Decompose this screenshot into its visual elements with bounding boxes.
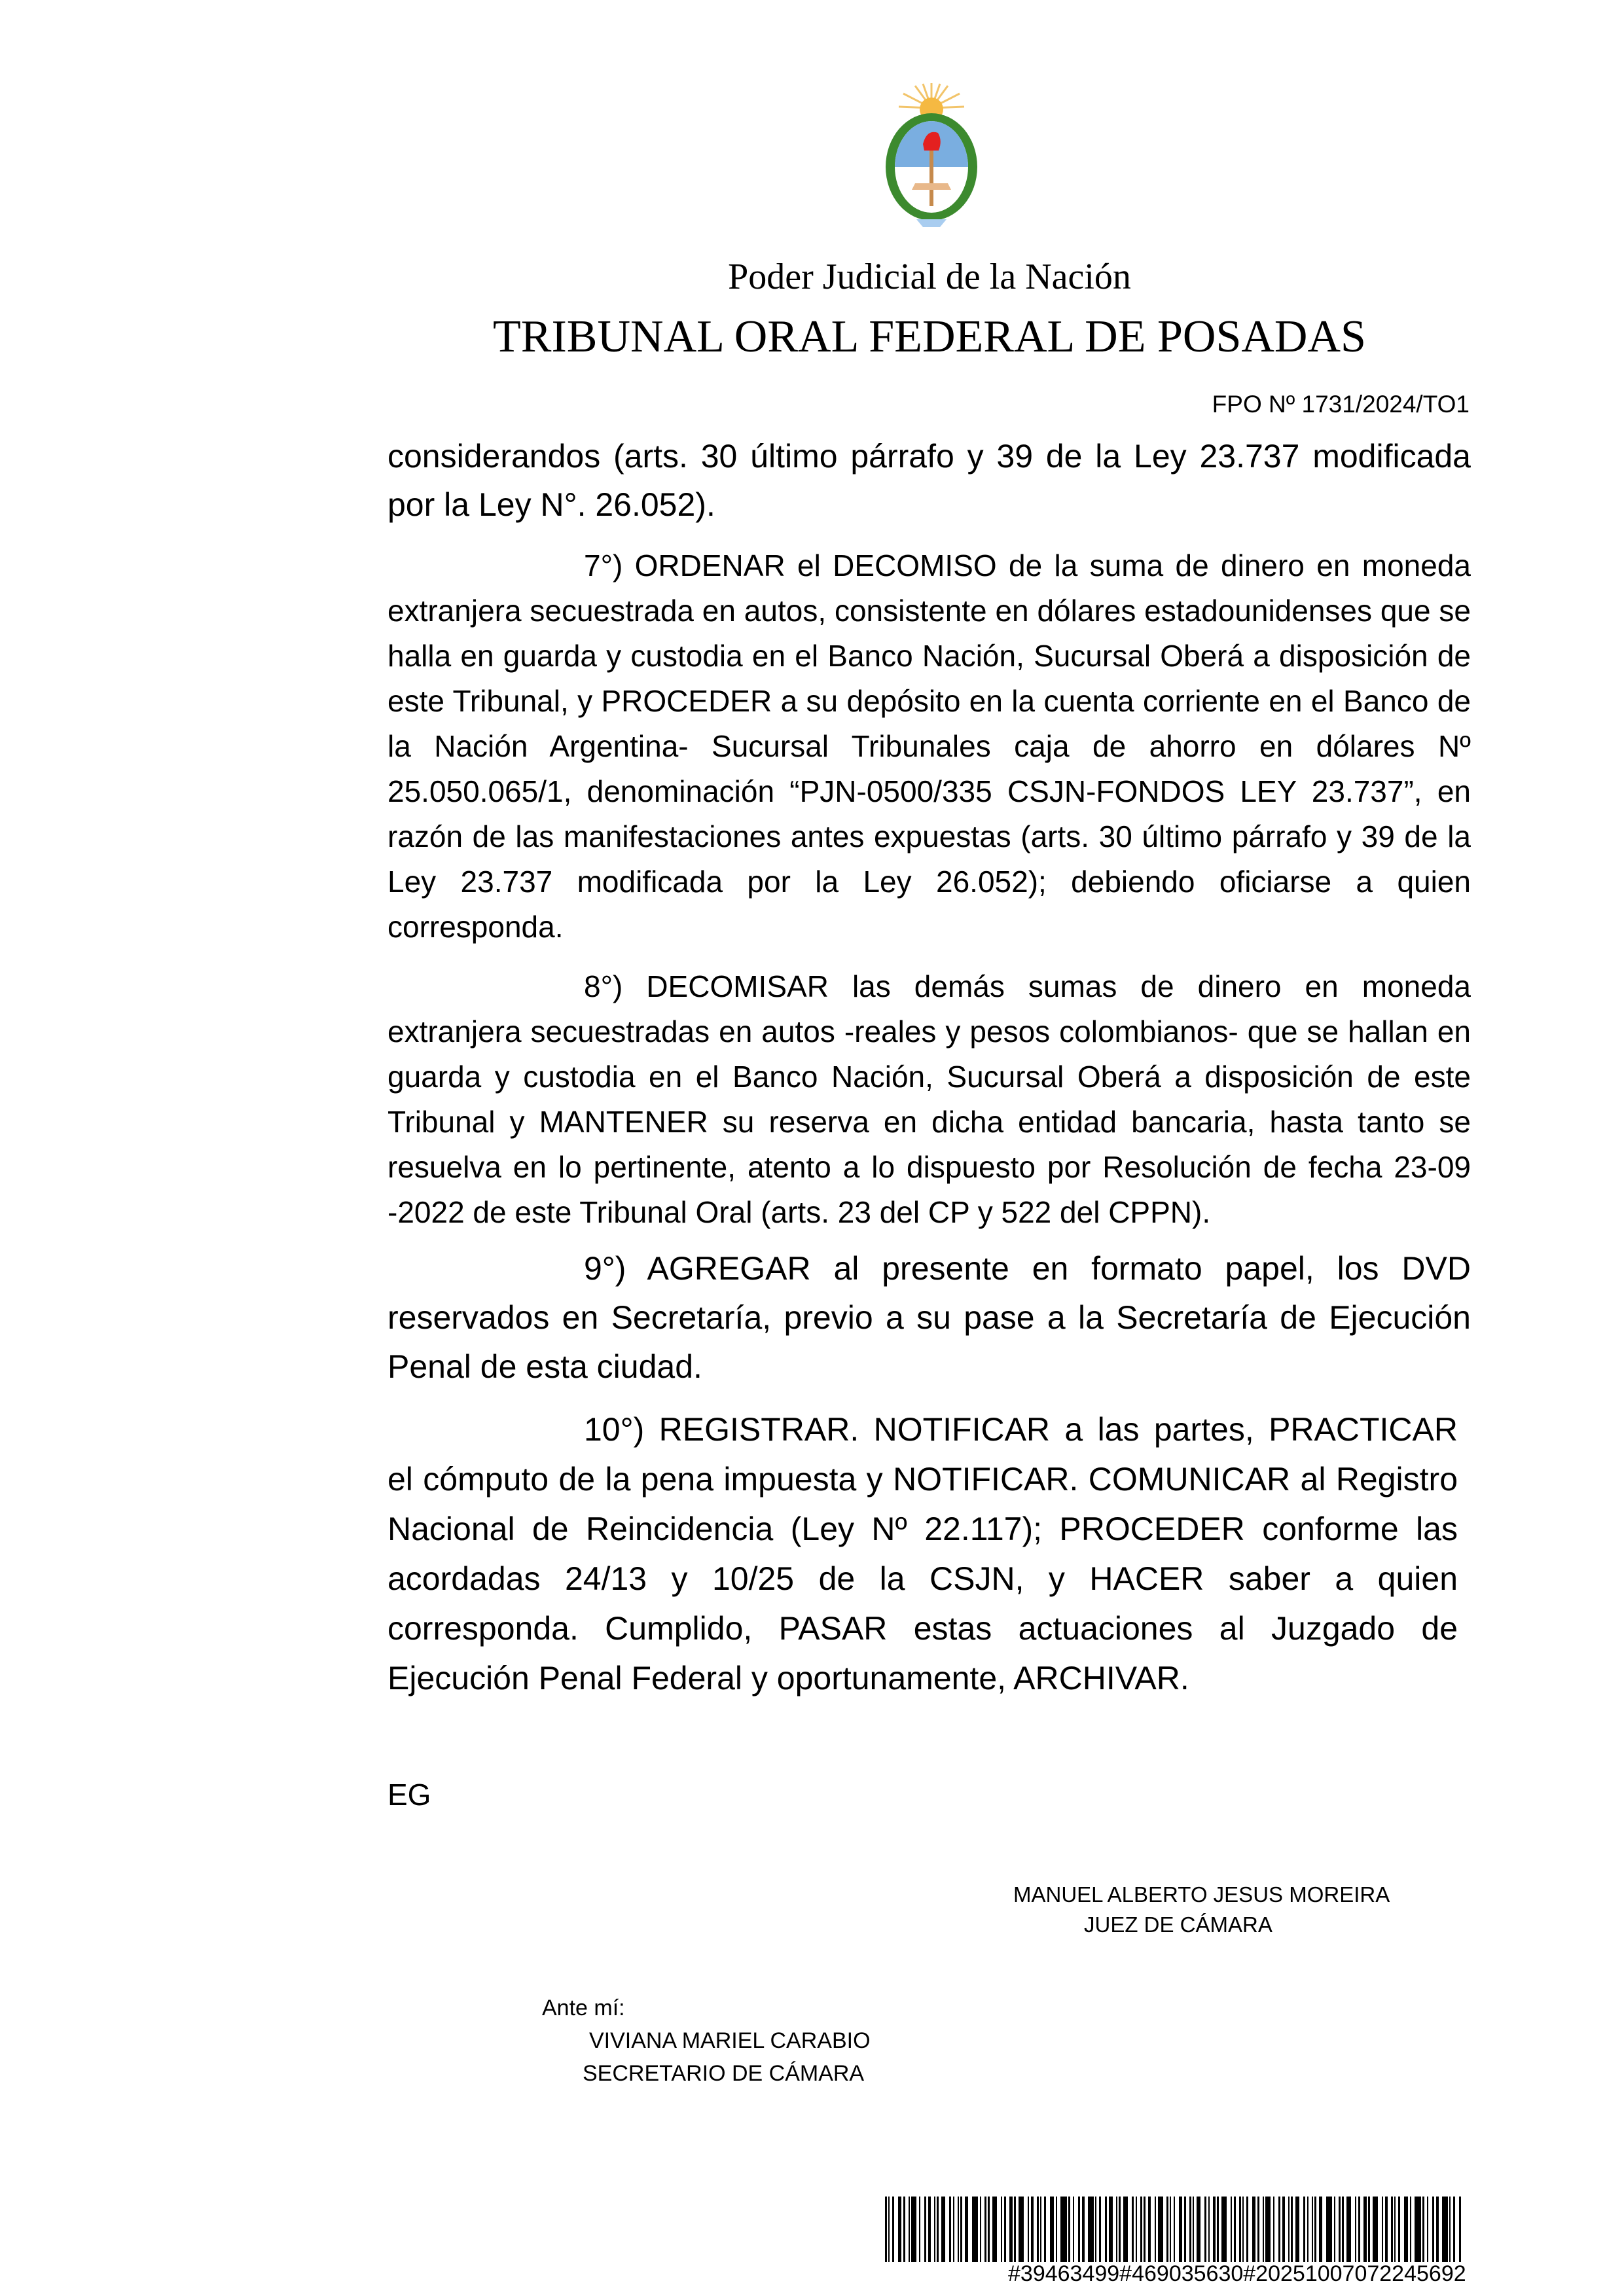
paragraph-8 xyxy=(388,964,1471,1235)
judge-title: JUEZ DE CÁMARA xyxy=(1084,1912,1272,1937)
initials: EG xyxy=(388,1778,431,1812)
paragraph-7-text: 7°) ORDENAR el DECOMISO de la suma de dinero en moneda extranjera secuestrada en autos, consistente en dólares estadounidenses que se halla en guarda y custodia en el Banco Nación, Sucursal Oberá a disposición de este Tribunal, y PROCEDER a su depósito en la cuenta corriente en el Banco de la Nación Argentina- Sucursal Tribunales caja de ahorro en dólares Nº 25.050.065/1, denominación “PJN-0500/335 CSJN-FONDOS LEY 23.737”, en razón de las manifestaciones antes expuestas (arts. 30 último párrafo y 39 de la Ley 23.737 modificada por la Ley 26.052); debiendo oficiarse a quien corresponda. xyxy=(388,548,1471,944)
judge-signature xyxy=(1013,1880,1390,1940)
ante-mi-label: Ante mí: xyxy=(542,1996,625,2020)
secretary-signature xyxy=(542,1992,871,2090)
paragraph-10-text: 10°) REGISTRAR. NOTIFICAR a las partes, PRACTICAR el cómputo de la pena impuesta y NOTIFICAR. COMUNICAR al Registro Nacional de Reincidencia (Ley Nº 22.117); PROCEDER conforme las acordadas 24/13 y 10/25 de la CSJN, y HACER saber a quien corresponda. Cumplido, PASAR estas actuaciones al Juzgado de Ejecución Penal Federal y oportunamente, ARCHIVAR. xyxy=(388,1411,1458,1696)
coat-of-arms-icon xyxy=(876,82,987,232)
paragraph-10 xyxy=(388,1405,1458,1703)
case-number: FPO Nº 1731/2024/TO1 xyxy=(1212,391,1470,418)
court-name: TRIBUNAL ORAL FEDERAL DE POSADAS xyxy=(493,312,1366,362)
barcode-icon xyxy=(885,2197,1474,2262)
paragraph-8-text: 8°) DECOMISAR las demás sumas de dinero en moneda extranjera secuestradas en autos -reales y pesos colombianos- que se hallan en guarda y custodia en el Banco Nación, Sucursal Oberá a disposición de este Tribunal y MANTENER su reserva en dicha entidad bancaria, hasta tanto se resuelva en lo pertinente, atento a lo dispuesto por Resolución de fecha 23-09 -2022 de este Tribunal Oral (arts. 23 del CP y 522 del CPPN). xyxy=(388,969,1471,1229)
paragraph-9-text: 9°) AGREGAR al presente en formato papel, los DVD reservados en Secretaría, previo a su pase a la Secretaría de Ejecución Penal de esta ciudad. xyxy=(388,1250,1471,1385)
judge-name: MANUEL ALBERTO JESUS MOREIRA xyxy=(1013,1882,1390,1907)
document-body xyxy=(388,432,1471,1703)
paragraph-continuation: considerandos (arts. 30 último párrafo y 39 de la Ley 23.737 modificada por la Ley N°. 26.052). xyxy=(388,438,1471,523)
secretary-name: VIVIANA MARIEL CARABIO xyxy=(589,2028,871,2053)
secretary-title: SECRETARIO DE CÁMARA xyxy=(583,2061,865,2086)
paragraph-7 xyxy=(388,543,1471,950)
barcode-number: #39463499#469035630#20251007072245692 xyxy=(1008,2261,1466,2286)
paragraph-9 xyxy=(388,1244,1471,1391)
institution-name: Poder Judicial de la Nación xyxy=(728,257,1131,297)
